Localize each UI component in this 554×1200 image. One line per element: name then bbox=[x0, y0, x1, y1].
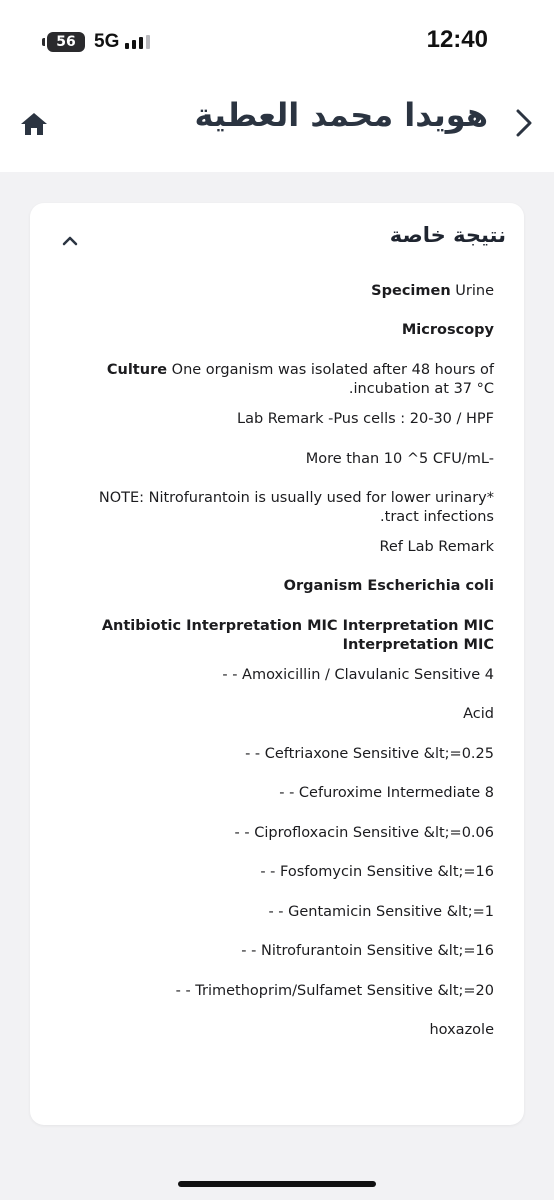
table-header-text-2: Interpretation MIC bbox=[342, 637, 494, 653]
page-title: هويدا محمد العطية bbox=[194, 96, 488, 134]
home-icon bbox=[18, 108, 50, 140]
app-header bbox=[0, 0, 554, 172]
microscopy-line bbox=[402, 321, 494, 340]
note-line-2: .tract infections bbox=[380, 509, 494, 525]
chevron-up-icon bbox=[58, 229, 82, 253]
antibiotic-row: - - Amoxicillin / Clavulanic Sensitive 4 bbox=[222, 667, 494, 683]
chevron-right-icon bbox=[512, 106, 536, 140]
antibiotic-row: - - Gentamicin Sensitive &lt;=1 bbox=[268, 904, 494, 920]
table-header-text-1: Antibiotic Interpretation MIC Interpretation MIC bbox=[101, 618, 494, 634]
status-bar-left bbox=[47, 30, 150, 54]
status-time: 12:40 bbox=[426, 26, 488, 53]
battery-level: 56 bbox=[56, 34, 76, 50]
ref-lab-remark: Ref Lab Remark bbox=[379, 539, 494, 555]
antibiotic-row: - - Ceftriaxone Sensitive &lt;=0.25 bbox=[245, 746, 494, 762]
card-title: نتيجة خاصة bbox=[389, 223, 506, 247]
signal-icon bbox=[125, 35, 150, 49]
organism-line bbox=[284, 577, 494, 596]
specimen-value: Urine bbox=[455, 283, 494, 299]
culture-text: One organism was isolated after 48 hours of bbox=[171, 362, 494, 378]
result-card bbox=[30, 203, 524, 1125]
culture-line-2: .incubation at 37 °C bbox=[348, 381, 494, 397]
antibiotic-row: - - Trimethoprim/Sulfamet Sensitive &lt;=20 bbox=[175, 983, 494, 999]
back-button[interactable] bbox=[512, 106, 536, 140]
battery-icon bbox=[47, 32, 85, 52]
antibiotic-row: - - Cefuroxime Intermediate 8 bbox=[279, 785, 494, 801]
culture-line-1 bbox=[107, 361, 494, 380]
microscopy-label: Microscopy bbox=[401, 322, 494, 338]
antibiotic-row: - - Nitrofurantoin Sensitive &lt;=16 bbox=[241, 943, 494, 959]
organism-text: Organism Escherichia coli bbox=[283, 578, 494, 594]
specimen-label: Specimen bbox=[371, 283, 451, 299]
specimen-line bbox=[371, 282, 494, 301]
collapse-button[interactable] bbox=[58, 229, 82, 253]
antibiotic-row: hoxazole bbox=[429, 1022, 494, 1038]
lab-remark: Lab Remark -Pus cells : 20-30 / HPF bbox=[236, 411, 494, 427]
table-header-line-2 bbox=[343, 636, 494, 655]
home-indicator[interactable] bbox=[178, 1181, 376, 1187]
note-line-1: NOTE: Nitrofurantoin is usually used for lower urinary* bbox=[98, 490, 494, 506]
antibiotic-row: - - Fosfomycin Sensitive &lt;=16 bbox=[260, 864, 494, 880]
culture-label: Culture bbox=[106, 362, 168, 378]
home-button[interactable] bbox=[18, 108, 50, 140]
antibiotic-row: Acid bbox=[463, 706, 494, 722]
network-type: 5G bbox=[94, 31, 120, 52]
table-header-line-1 bbox=[102, 617, 494, 636]
antibiotic-row: - - Ciprofloxacin Sensitive &lt;=0.06 bbox=[234, 825, 494, 841]
cfu-line: More than 10 ^5 CFU/mL- bbox=[305, 451, 494, 467]
